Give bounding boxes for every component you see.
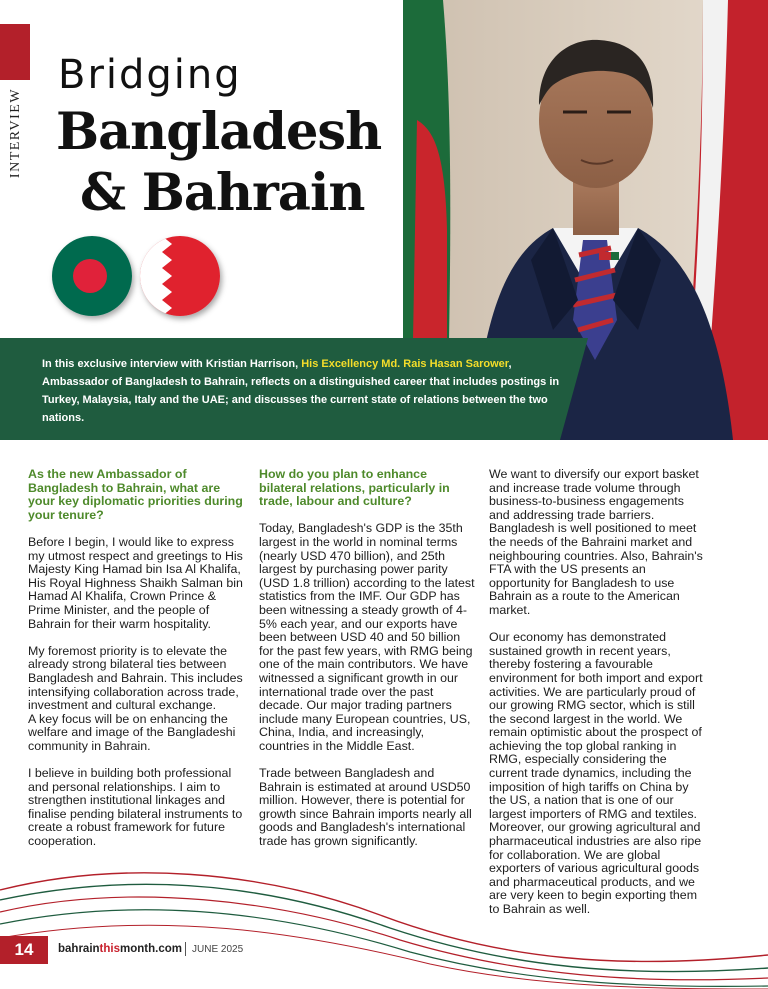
title-line-1: Bridging	[58, 52, 242, 98]
intro-standfirst	[42, 355, 562, 427]
answer-paragraph: My foremost priority is to elevate the already strong bilateral ties between Bangladesh and Bahrain. This includes intensifying collaboration across trade, investment and cultural exchange. A key focus will be on enhancing the welfare and image of the Bangladeshi community in Bahrain.	[28, 643, 243, 753]
answer-paragraph: Today, Bangladesh's GDP is the 35th largest in the world in nominal terms (nearly USD 470 billion), and 25th largest by purchasing power parity (USD 1.8 trillion) according to the latest statistics from the IMF. Our GDP has been witnessing a steady growth of 4-5% each year, and our exports have been between USD 40 and 50 billion for the past few years, with RMG being one of the main contributors. We have witnessed a significant growth in our international trade over the past decade. Our major trading partners include many European countries, US, China, India, and increasingly, countries in the Middle East.	[259, 521, 475, 753]
issue-date: JUNE 2025	[192, 944, 244, 955]
interview-question: As the new Ambassador of Bangladesh to Bahrain, what are your key diplomatic priorities during your tenure?	[28, 467, 243, 522]
answer-paragraph: Trade between Bangladesh and Bahrain is estimated at around USD50 million. However, there is potential for growth since Bahrain imports nearly all goods and Bangladesh's international trade has grown significantly.	[259, 766, 472, 849]
brand-url[interactable]: bahrainthismonth.com	[58, 943, 182, 955]
answer-paragraph: We want to diversify our export basket and increase trade volume through business-to-business engagements and addressing trade barriers. Bangladesh is well positioned to meet the needs of the Bahraini market and neighbouring countries. Also, Bahrain's FTA with the US presents an opportunity for Bangladesh to use Bahrain as a route to the American market.	[489, 467, 703, 617]
intro-prefix: In this exclusive interview with Kristian Harrison,	[42, 358, 302, 370]
title-line-2: Bangladesh	[56, 102, 382, 162]
page-footer	[0, 936, 768, 964]
answer-paragraph: Before I begin, I would like to express my utmost respect and greetings to His Majesty King Hamad bin Isa Al Khalifa, His Royal Highness Shaikh Salman bin Hamad Al Khalifa, Crown Prince & Prime Minister, and the people of Bahrain for their warm hospitality.	[28, 534, 243, 631]
footer-divider	[185, 942, 186, 956]
decorative-waves	[0, 860, 768, 989]
bangladesh-flag-icon	[52, 236, 132, 316]
section-tab-marker	[0, 24, 30, 80]
section-label: INTERVIEW	[8, 87, 23, 179]
article-column-1	[28, 468, 246, 862]
page-number: 14	[0, 936, 48, 964]
answer-paragraph: I believe in building both professional and personal relationships. I aim to strengthen institutional linkages and finalise pending bilateral instruments to create a robust framework for future cooperation.	[28, 766, 243, 849]
ambassador-name-highlight: His Excellency Md. Rais Hasan Sarower	[301, 358, 509, 370]
bahrain-flag-icon	[140, 236, 220, 316]
answer-paragraph: Our economy has demonstrated sustained growth in recent years, thereby fostering a favourable environment for both import and export activities. We are particularly proud of our growing RMG sector, which is still the second largest in the world. We remain optimistic about the prospect of achieving the top global ranking in RMG, especially considering the current trade dynamics, including the imposition of high tariffs on China by the US, a nation that is one of our largest importers of RMG and textiles. Moreover, our growing agricultural and pharmaceutical industries are also ripe for collaboration. We are global exporters of various agricultural goods and pharmaceutical products, and we are very keen to begin exporting them to Bahrain as well.	[489, 630, 703, 916]
article-column-2	[259, 468, 477, 862]
interview-question: How do you plan to enhance bilateral relations, particularly in trade, labour and culture?	[259, 467, 450, 509]
title-line-3: & Bahrain	[80, 163, 365, 223]
intro-suffix: , Ambassador of Bangladesh to Bahrain, reflects on a distinguished career that includes postings in Turkey, Malaysia, Italy and the UAE; and discusses the current state of relations between the two nations.	[42, 358, 560, 424]
